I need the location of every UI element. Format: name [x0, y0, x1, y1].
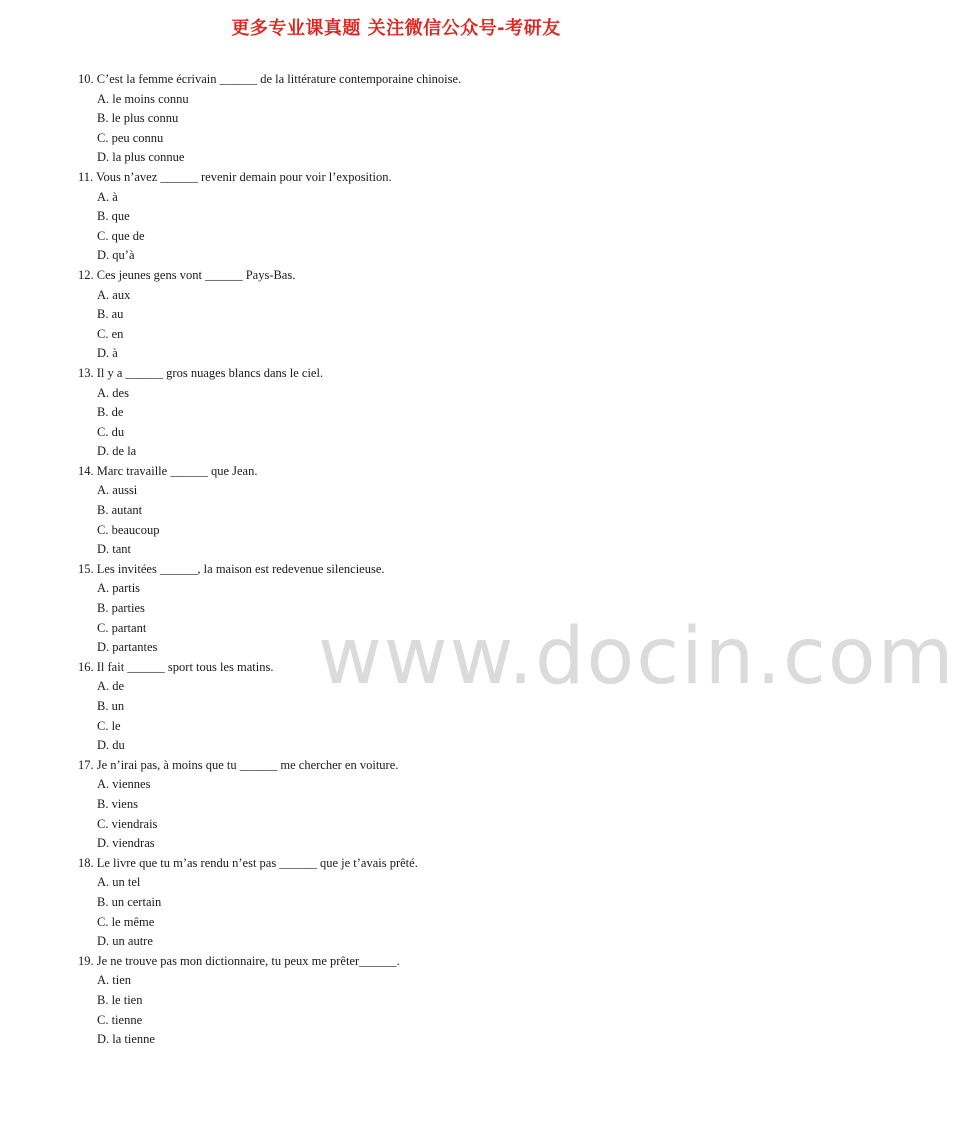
answer-option: B. parties [97, 601, 145, 616]
question-text: 15. Les invitées ______, la maison est redevenue silencieuse. [78, 561, 385, 576]
answer-option: D. à [97, 346, 118, 361]
answer-option: C. du [97, 424, 125, 439]
answer-option: C. peu connu [97, 130, 164, 145]
answer-option: D. viendras [97, 836, 155, 851]
question-text: 12. Ces jeunes gens vont ______ Pays-Bas. [78, 267, 296, 282]
answer-option: C. tienne [97, 1012, 143, 1027]
answer-option: A. partis [97, 581, 141, 596]
question-block [78, 462, 718, 560]
answer-option: D. de la [97, 444, 137, 459]
question-text: 11. Vous n’avez ______ revenir demain pour voir l’exposition. [78, 169, 392, 184]
answer-option: B. autant [97, 503, 143, 518]
answer-option: D. la tienne [97, 1032, 155, 1047]
answer-option: A. un tel [97, 875, 141, 890]
question-block [78, 70, 718, 168]
answer-option: B. que [97, 209, 130, 224]
answer-option: B. un certain [97, 894, 162, 909]
answer-option: D. du [97, 738, 125, 753]
answer-option: A. des [97, 385, 129, 400]
answer-option: B. le tien [97, 992, 143, 1007]
question-block [78, 952, 718, 1050]
answer-option: A. tien [97, 973, 132, 988]
answer-option: A. le moins connu [97, 91, 189, 106]
question-text: 14. Marc travaille ______ que Jean. [78, 463, 258, 478]
question-text: 13. Il y a ______ gros nuages blancs dans le ciel. [78, 365, 324, 380]
answer-option: D. qu’à [97, 248, 135, 263]
answer-option: D. un autre [97, 934, 153, 949]
question-text: 10. C’est la femme écrivain ______ de la littérature contemporaine chinoise. [78, 72, 462, 86]
answer-option: C. en [97, 326, 124, 341]
answer-option: C. le [97, 718, 121, 733]
answer-option: C. le même [97, 914, 155, 929]
question-block [78, 658, 718, 756]
answer-option: C. partant [97, 620, 147, 635]
answer-option: C. beaucoup [97, 522, 160, 537]
answer-option: C. viendrais [97, 816, 158, 831]
question-block [78, 756, 718, 854]
answer-option: B. le plus connu [97, 111, 179, 126]
question-text: 16. Il fait ______ sport tous les matins. [78, 659, 274, 674]
answer-option: A. à [97, 189, 118, 204]
watermark: www.docin.com [318, 612, 956, 702]
answer-option: A. viennes [97, 777, 151, 792]
question-text: 19. Je ne trouve pas mon dictionnaire, tu peux me prêter______. [78, 953, 400, 968]
answer-option: D. tant [97, 542, 132, 557]
promo-banner: 更多专业课真题 关注微信公众号-考研友 [231, 18, 561, 39]
answer-option: B. au [97, 307, 124, 322]
question-text: 17. Je n’irai pas, à moins que tu ______ me chercher en voiture. [78, 757, 399, 772]
answer-option: D. partantes [97, 640, 158, 655]
answer-option: B. un [97, 699, 125, 713]
question-block [78, 364, 718, 462]
question-text: 18. Le livre que tu m’as rendu n’est pas ______ que je t’avais prêté. [78, 855, 418, 870]
answer-option: B. de [97, 405, 124, 420]
answer-option: A. aussi [97, 483, 138, 498]
question-list [78, 70, 718, 1050]
answer-option: C. que de [97, 228, 145, 243]
answer-option: A. de [97, 679, 125, 694]
question-block [78, 168, 718, 266]
question-block [78, 560, 718, 658]
answer-option: A. aux [97, 287, 131, 302]
question-block [78, 266, 718, 364]
answer-option: B. viens [97, 796, 138, 811]
question-block [78, 854, 718, 952]
answer-option: D. la plus connue [97, 150, 185, 165]
